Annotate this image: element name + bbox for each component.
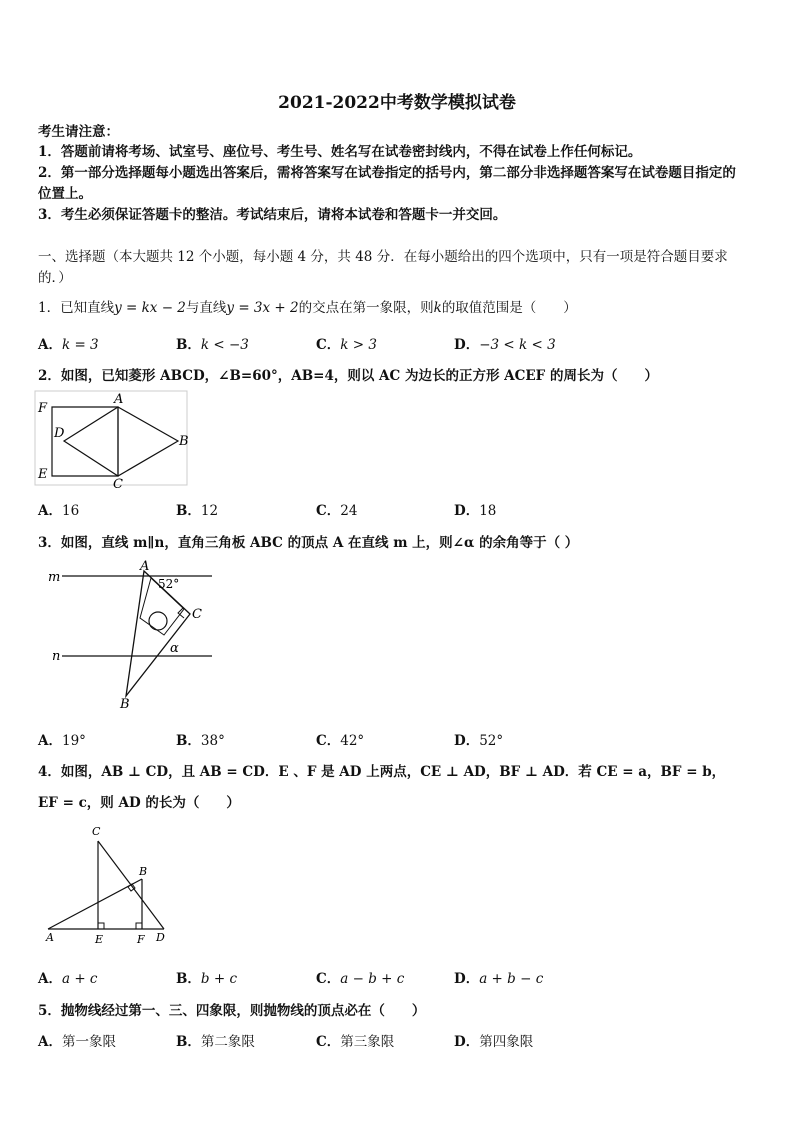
q2-label-f: F	[38, 401, 48, 416]
q4-label-b: B	[139, 865, 148, 878]
section-heading-cont: 的．）	[38, 270, 72, 286]
q4-right-angle-e	[98, 923, 104, 929]
q3-triangle-hole	[149, 612, 167, 630]
q4-label-f: F	[137, 933, 145, 946]
q3-label-b: B	[120, 697, 130, 712]
q5-option-b: B．第二象限	[176, 1034, 255, 1050]
q4-label-a: A	[46, 931, 54, 944]
q4-label-e: E	[95, 933, 104, 946]
q3-angle-52: 52°	[158, 577, 180, 591]
q3-label-alpha: α	[170, 641, 179, 656]
q1-option-c: C．k > 3	[316, 337, 377, 353]
q5-option-d: D．第四象限	[454, 1034, 534, 1050]
q1-option-d: D．−3 < k < 3	[454, 337, 556, 353]
q2-label-a: A	[114, 392, 124, 407]
q4-option-c: C．a − b + c	[316, 971, 405, 987]
q2-option-a: A．16	[38, 503, 80, 519]
q3-label-a: A	[140, 559, 150, 574]
q2-option-d: D．18	[454, 503, 497, 519]
q4-figure	[40, 823, 180, 948]
q1-option-a: A．k = 3	[38, 337, 99, 353]
page-title: 2021-2022中考数学模拟试卷	[278, 93, 516, 113]
section-heading: 一、选择题（本大题共 12 个小题，每小题 4 分，共 48 分．在每小题给出的四个选项中，只有一项是符合题目要求	[38, 249, 728, 265]
question-3-stem: 3．如图，直线 m∥n，直角三角板 ABC 的顶点 A 在直线 m 上，则∠α 的余角等于（ ）	[38, 535, 579, 551]
q2-label-d: D	[54, 426, 65, 441]
q4-option-a: A．a + c	[38, 971, 98, 987]
q3-option-d: D．52°	[454, 733, 504, 749]
question-2-stem: 2．如图，已知菱形 ABCD，∠B=60°，AB=4，则以 AC 为边长的正方形 ACEF 的周长为（ ）	[38, 368, 658, 384]
q3-label-n: n	[52, 649, 61, 664]
q2-option-c: C．24	[316, 503, 358, 519]
notice-item-2: 2．第一部分选择题每小题选出答案后，需将答案写在试卷指定的括号内，第二部分非选择题答案写在试卷题目指定的	[38, 165, 736, 181]
notice-item-1: 1．答题前请将考场、试室号、座位号、考生号、姓名写在试卷密封线内，不得在试卷上作任何标记。	[38, 144, 642, 160]
notice-item-3: 3．考生必须保证答题卡的整洁。考试结束后，请将本试卷和答题卡一并交回。	[38, 207, 507, 223]
q3-option-c: C．42°	[316, 733, 365, 749]
q3-option-a: A．19°	[38, 733, 86, 749]
q4-option-d: D．a + b − c	[454, 971, 544, 987]
q4-option-b: B．b + c	[176, 971, 238, 987]
q2-square	[52, 407, 118, 476]
q2-figure	[34, 390, 194, 490]
notice-item-2-cont: 位置上。	[38, 186, 92, 202]
notice-heading: 考生请注意：	[38, 124, 119, 140]
question-1-stem: 1．已知直线y = kx − 2与直线y = 3x + 2的交点在第一象限，则k的取值范围是（ ）	[38, 300, 577, 316]
question-5-stem: 5．抛物线经过第一、三、四象限，则抛物线的顶点必在（ ）	[38, 1003, 426, 1019]
q3-figure	[40, 556, 220, 716]
q5-option-c: C．第三象限	[316, 1034, 395, 1050]
question-4-stem: 4．如图，AB ⊥ CD，且 AB = CD．E 、F 是 AD 上两点，CE ⊥ AD，BF ⊥ AD．若 CE = a，BF = b，	[38, 764, 726, 780]
q3-option-b: B．38°	[176, 733, 225, 749]
q5-option-a: A．第一象限	[38, 1034, 116, 1050]
q4-label-d: D	[156, 931, 165, 944]
q1-option-b: B．k < −3	[176, 337, 249, 353]
q4-label-c: C	[92, 825, 101, 838]
q2-rhombus	[64, 407, 178, 476]
q4-right-angle-f	[136, 923, 142, 929]
question-4-stem-cont: EF = c，则 AD 的长为（ ）	[38, 795, 240, 811]
q2-label-b: B	[179, 434, 189, 449]
q2-label-c: C	[113, 477, 123, 490]
q2-label-e: E	[38, 467, 48, 482]
q2-option-b: B．12	[176, 503, 219, 519]
q3-label-c: C	[192, 607, 202, 622]
q3-label-m: m	[48, 570, 61, 585]
